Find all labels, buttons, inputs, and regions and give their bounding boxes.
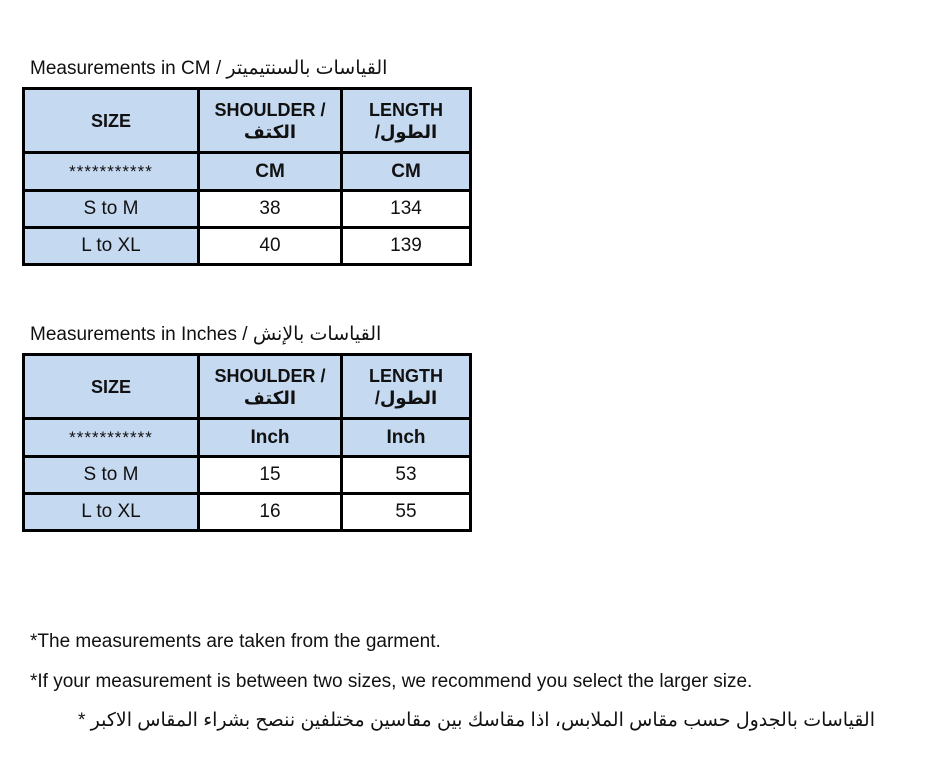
shoulder-header: [199, 355, 342, 419]
size-cell: S to M: [24, 457, 199, 494]
cm-table-caption: Measurements in CM / القياسات بالسنتيميتر: [30, 58, 388, 79]
shoulder-value: 15: [199, 457, 342, 494]
size-cell: L to XL: [24, 228, 199, 265]
shoulder-header-en: SHOULDER /: [214, 365, 326, 386]
note-garment-measurement: *The measurements are taken from the garment.: [30, 631, 441, 652]
shoulder-header-ar: الكتف: [243, 387, 297, 408]
length-unit: Inch: [342, 419, 471, 457]
table-row: [24, 191, 471, 228]
unit-row: [24, 153, 471, 191]
unit-row-placeholder: ***********: [24, 419, 199, 457]
table-row: [24, 457, 471, 494]
shoulder-value: 16: [199, 494, 342, 531]
note-arabic: القياسات بالجدول حسب مقاس الملابس، اذا مقاسك بين مقاسين مختلفين ننصح بشراء المقاس الاكبر *: [77, 710, 875, 731]
length-header-ar: الطول/: [374, 387, 438, 408]
shoulder-header: [199, 89, 342, 153]
note-between-sizes: *If your measurement is between two sizes, we recommend you select the larger size.: [30, 671, 753, 692]
length-header-en: LENGTH: [369, 99, 443, 120]
shoulder-header-ar: الكتف: [243, 121, 297, 142]
inch-size-table: [22, 353, 472, 532]
shoulder-value: 40: [199, 228, 342, 265]
shoulder-unit: Inch: [199, 419, 342, 457]
length-value: 134: [342, 191, 471, 228]
shoulder-header-en: SHOULDER /: [214, 99, 326, 120]
size-cell: L to XL: [24, 494, 199, 531]
header-row: [24, 89, 471, 153]
shoulder-value: 38: [199, 191, 342, 228]
size-header: SIZE: [24, 89, 199, 153]
unit-row: [24, 419, 471, 457]
length-unit: CM: [342, 153, 471, 191]
table-row: [24, 494, 471, 531]
shoulder-unit: CM: [199, 153, 342, 191]
cm-size-table: [22, 87, 472, 266]
header-row: [24, 355, 471, 419]
length-header-en: LENGTH: [369, 365, 443, 386]
length-header: [342, 355, 471, 419]
inch-table-caption: Measurements in Inches / القياسات بالإنش: [30, 324, 382, 345]
length-value: 139: [342, 228, 471, 265]
length-header: [342, 89, 471, 153]
table-row: [24, 228, 471, 265]
length-value: 53: [342, 457, 471, 494]
size-header: SIZE: [24, 355, 199, 419]
size-cell: S to M: [24, 191, 199, 228]
length-header-ar: الطول/: [374, 121, 438, 142]
length-value: 55: [342, 494, 471, 531]
unit-row-placeholder: ***********: [24, 153, 199, 191]
